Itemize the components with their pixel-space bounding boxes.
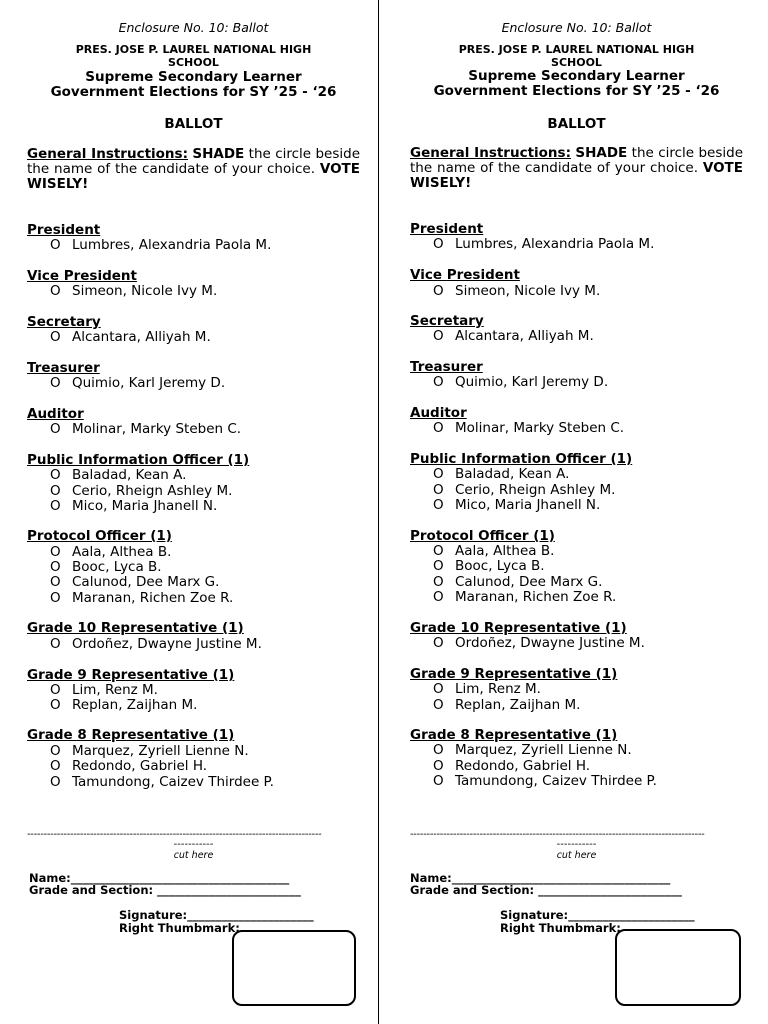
vote-circle[interactable]: O [433, 635, 444, 651]
candidate-option[interactable]: O Booc, Lyca B. [433, 558, 545, 574]
position-secretary: Secretary [27, 314, 101, 330]
vote-circle[interactable]: O [433, 574, 444, 590]
position-treasurer: Treasurer [410, 359, 483, 375]
position-auditor: Auditor [27, 406, 84, 422]
position-pio: Public Information Officer (1) [410, 451, 633, 467]
vote-circle[interactable]: O [433, 283, 444, 299]
candidate-option[interactable]: O Booc, Lyca B. [50, 559, 162, 575]
vote-circle[interactable]: O [50, 682, 61, 698]
vote-circle[interactable]: O [433, 328, 444, 344]
vote-circle[interactable]: O [433, 482, 444, 498]
candidate-option[interactable]: O Calunod, Dee Marx G. [50, 574, 220, 590]
position-vice-president: Vice President [27, 268, 137, 284]
vote-circle[interactable]: O [50, 774, 61, 790]
candidate-option[interactable]: O Replan, Zaijhan M. [50, 697, 198, 713]
position-grade10-rep: Grade 10 Representative (1) [410, 620, 627, 636]
candidate-option[interactable]: O Mico, Maria Jhanell N. [433, 497, 601, 513]
vote-circle[interactable]: O [50, 636, 61, 652]
thumbmark-box-right[interactable] [615, 929, 741, 1006]
vote-circle[interactable]: O [433, 742, 444, 758]
ballot-left [27, 0, 360, 1024]
vote-circle[interactable]: O [50, 498, 61, 514]
vote-circle[interactable]: O [50, 743, 61, 759]
candidate-option[interactable]: O Lumbres, Alexandria Paola M. [50, 237, 272, 253]
thumbmark-label: Right Thumbmark: [500, 921, 621, 935]
vote-circle[interactable]: O [50, 574, 61, 590]
vote-circle[interactable]: O [50, 483, 61, 499]
vote-circle[interactable]: O [433, 773, 444, 789]
ballot-right [410, 0, 743, 1024]
cut-line: ----------------------------------------------------------------------------------------- [410, 829, 705, 840]
school-name: PRES. JOSE P. LAUREL NATIONAL HIGH SCHOOL [458, 43, 695, 69]
position-grade9-rep: Grade 9 Representative (1) [410, 666, 618, 682]
candidate-option[interactable]: O Maranan, Richen Zoe R. [433, 589, 617, 605]
thumbmark-box-left[interactable] [232, 930, 356, 1006]
position-protocol-officer: Protocol Officer (1) [410, 528, 555, 544]
vote-circle[interactable]: O [50, 544, 61, 560]
candidate-option[interactable]: O Lim, Renz M. [50, 682, 158, 698]
grade-section-field[interactable]: Grade and Section: _________________________ [29, 883, 301, 897]
school-name: PRES. JOSE P. LAUREL NATIONAL HIGH SCHOOL [75, 43, 312, 69]
signature-field[interactable]: Signature:______________________ [119, 908, 314, 922]
candidate-option[interactable]: O Tamundong, Caizev Thirdee P. [433, 773, 657, 789]
candidate-option[interactable]: O Quimio, Karl Jeremy D. [433, 374, 609, 390]
candidate-option[interactable]: O Marquez, Zyriell Lienne N. [50, 743, 249, 759]
election-title: Supreme Secondary Learner Government Elections for SY ’25 - ‘26 [50, 69, 337, 100]
candidate-option[interactable]: O Replan, Zaijhan M. [433, 697, 581, 713]
candidate-option[interactable]: O Tamundong, Caizev Thirdee P. [50, 774, 274, 790]
vote-circle[interactable]: O [50, 697, 61, 713]
vote-circle[interactable]: O [433, 420, 444, 436]
candidate-option[interactable]: O Aala, Althea B. [433, 543, 555, 559]
thumbmark-label: Right Thumbmark: [119, 921, 240, 935]
vote-circle[interactable]: O [433, 558, 444, 574]
vote-circle[interactable]: O [50, 467, 61, 483]
vote-circle[interactable]: O [433, 681, 444, 697]
position-secretary: Secretary [410, 313, 484, 329]
vote-circle[interactable]: O [50, 590, 61, 606]
cut-here-label: cut here [173, 850, 214, 861]
candidate-option[interactable]: O Cerio, Rheign Ashley M. [433, 482, 616, 498]
candidate-option[interactable]: O Marquez, Zyriell Lienne N. [433, 742, 632, 758]
candidate-option[interactable]: O Ordoñez, Dwayne Justine M. [433, 635, 645, 651]
vote-circle[interactable]: O [433, 543, 444, 559]
candidate-option[interactable]: O Redondo, Gabriel H. [433, 758, 591, 774]
position-pio: Public Information Officer (1) [27, 452, 250, 468]
candidate-option[interactable]: O Maranan, Richen Zoe R. [50, 590, 234, 606]
position-president: President [410, 221, 484, 237]
position-auditor: Auditor [410, 405, 467, 421]
vote-circle[interactable]: O [433, 589, 444, 605]
vote-circle[interactable]: O [50, 237, 61, 253]
cut-line-short: ----------- [173, 839, 214, 850]
column-divider [378, 0, 379, 1024]
position-protocol-officer: Protocol Officer (1) [27, 528, 172, 544]
candidate-option[interactable]: O Molinar, Marky Steben C. [50, 421, 242, 437]
candidate-option[interactable]: O Redondo, Gabriel H. [50, 758, 208, 774]
position-grade10-rep: Grade 10 Representative (1) [27, 620, 244, 636]
vote-circle[interactable]: O [50, 559, 61, 575]
candidate-option[interactable]: O Cerio, Rheign Ashley M. [50, 483, 233, 499]
candidate-option[interactable]: O Mico, Maria Jhanell N. [50, 498, 218, 514]
vote-circle[interactable]: O [50, 283, 61, 299]
candidate-option[interactable]: O Lim, Renz M. [433, 681, 541, 697]
position-president: President [27, 222, 101, 238]
vote-circle[interactable]: O [50, 375, 61, 391]
ballot-title: BALLOT [164, 116, 223, 132]
candidate-option[interactable]: O Ordoñez, Dwayne Justine M. [50, 636, 262, 652]
candidate-option[interactable]: O Quimio, Karl Jeremy D. [50, 375, 226, 391]
vote-circle[interactable]: O [433, 497, 444, 513]
vote-circle[interactable]: O [50, 329, 61, 345]
vote-circle[interactable]: O [433, 697, 444, 713]
position-grade9-rep: Grade 9 Representative (1) [27, 667, 235, 683]
grade-section-field[interactable]: Grade and Section: _________________________ [410, 883, 682, 897]
election-title: Supreme Secondary Learner Government Elections for SY ’25 - ‘26 [433, 68, 720, 99]
candidate-option[interactable]: O Baladad, Kean A. [433, 466, 570, 482]
position-grade8-rep: Grade 8 Representative (1) [27, 727, 235, 743]
candidate-option[interactable]: O Molinar, Marky Steben C. [433, 420, 625, 436]
vote-circle[interactable]: O [50, 421, 61, 437]
name-field[interactable]: Name:______________________________________ [29, 871, 290, 885]
candidate-option[interactable]: O Calunod, Dee Marx G. [433, 574, 603, 590]
candidate-option[interactable]: O Aala, Althea B. [50, 544, 172, 560]
candidate-option[interactable]: O Alcantara, Alliyah M. [433, 328, 594, 344]
candidate-option[interactable]: O Baladad, Kean A. [50, 467, 187, 483]
enclosure-label: Enclosure No. 10: Ballot [118, 20, 269, 35]
cut-line-short: ----------- [556, 839, 597, 850]
position-treasurer: Treasurer [27, 360, 100, 376]
enclosure-label: Enclosure No. 10: Ballot [501, 20, 652, 35]
vote-circle[interactable]: O [433, 758, 444, 774]
candidate-option[interactable]: O Simeon, Nicole Ivy M. [50, 283, 218, 299]
cut-line: ----------------------------------------------------------------------------------------- [27, 829, 322, 840]
position-vice-president: Vice President [410, 267, 520, 283]
vote-circle[interactable]: O [433, 236, 444, 252]
candidate-option[interactable]: O Lumbres, Alexandria Paola M. [433, 236, 655, 252]
vote-circle[interactable]: O [50, 758, 61, 774]
candidate-option[interactable]: O Simeon, Nicole Ivy M. [433, 283, 601, 299]
name-field[interactable]: Name:______________________________________ [410, 871, 671, 885]
general-instructions: General Instructions: SHADE the circle beside the name of the candidate of your choice. VOTE WISELY! [410, 145, 744, 191]
vote-circle[interactable]: O [433, 466, 444, 482]
general-instructions: General Instructions: SHADE the circle beside the name of the candidate of your choice. VOTE WISELY! [27, 146, 361, 192]
vote-circle[interactable]: O [433, 374, 444, 390]
cut-here-label: cut here [556, 850, 597, 861]
position-grade8-rep: Grade 8 Representative (1) [410, 727, 618, 743]
signature-field[interactable]: Signature:______________________ [500, 908, 695, 922]
ballot-title: BALLOT [547, 116, 606, 132]
candidate-option[interactable]: O Alcantara, Alliyah M. [50, 329, 211, 345]
